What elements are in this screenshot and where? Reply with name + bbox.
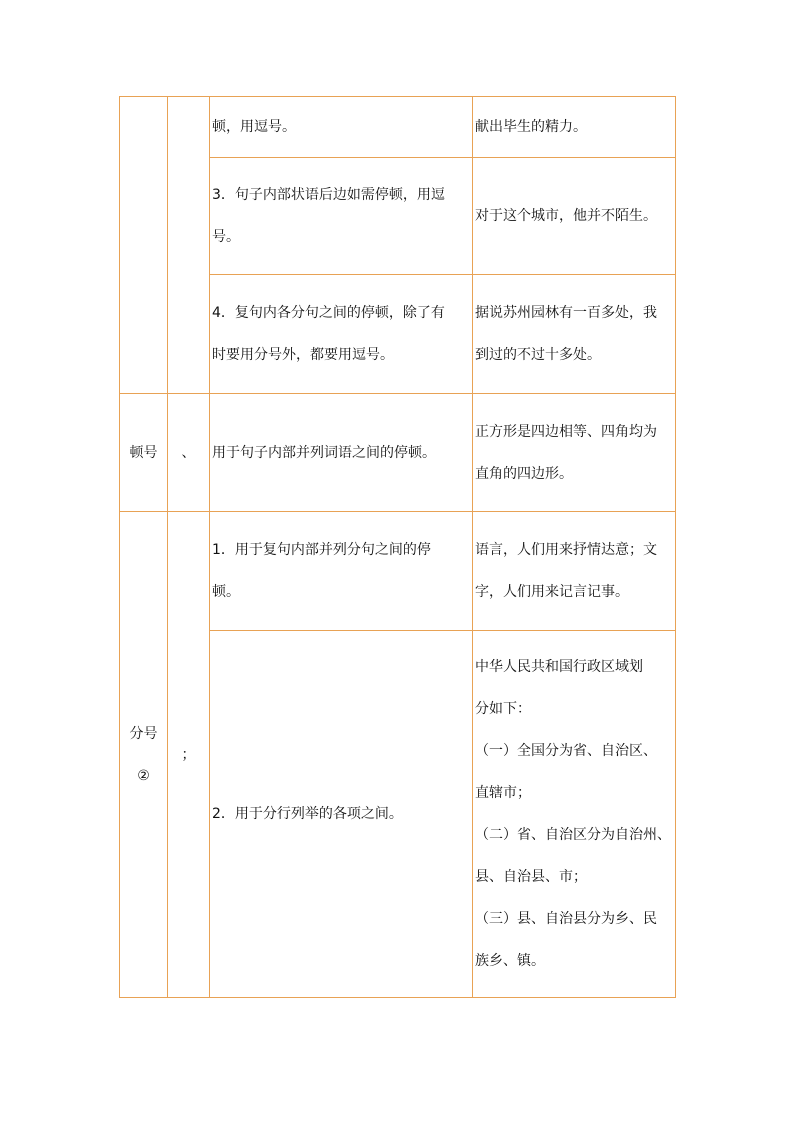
- table-row: [120, 394, 676, 512]
- example-text: 据说苏州园林有一百多处，我: [475, 305, 657, 321]
- example-text: 正方形是四边相等、四角均为: [475, 423, 657, 440]
- example-text: （二）省、自治区分为自治州、: [475, 827, 671, 843]
- example-text: （一）全国分为省、自治区、: [475, 743, 657, 759]
- punct-symbol-cell: [168, 512, 210, 998]
- example-cell: [473, 394, 676, 512]
- example-text: 到过的不过十多处。: [475, 347, 601, 363]
- example-text: 献出毕生的精力。: [475, 119, 587, 135]
- usage-text: 1．用于复句内部并列分句之间的停: [212, 542, 431, 558]
- example-cell: [473, 158, 676, 275]
- usage-cell: [210, 158, 473, 275]
- usage-text: 4．复句内各分句之间的停顿，除了有: [212, 305, 445, 321]
- example-cell: [473, 631, 676, 998]
- punctuation-table: [119, 96, 676, 998]
- punct-symbol: ；: [181, 746, 196, 763]
- punct-name-cell: [120, 97, 168, 394]
- punct-name: 分号: [129, 725, 158, 742]
- example-text: （三）县、自治县分为乡、民: [475, 911, 657, 927]
- punct-name-cell: [120, 394, 168, 512]
- example-text: 中华人民共和国行政区域划: [475, 659, 643, 675]
- punct-name-cell: [120, 512, 168, 998]
- table-row: [120, 512, 676, 631]
- usage-text: 顿，用逗号。: [212, 119, 296, 135]
- usage-text: 号。: [212, 229, 240, 245]
- example-cell: [473, 275, 676, 394]
- usage-cell: [210, 394, 473, 512]
- example-text: 语言，人们用来抒情达意；文: [475, 542, 657, 558]
- punct-symbol: 、: [181, 444, 196, 461]
- usage-text: 3．句子内部状语后边如需停顿，用逗: [212, 187, 445, 203]
- usage-text: 2．用于分行列举的各项之间。: [212, 806, 403, 822]
- usage-text: 用于句子内部并列词语之间的停顿。: [212, 444, 436, 461]
- punct-symbol-cell: [168, 394, 210, 512]
- table-row: [120, 97, 676, 158]
- usage-cell: [210, 275, 473, 394]
- example-text: 直辖市；: [475, 785, 531, 801]
- usage-cell: [210, 631, 473, 998]
- example-text: 族乡、镇。: [475, 953, 545, 969]
- punct-name: 顿号: [129, 444, 158, 461]
- punct-symbol-cell: [168, 97, 210, 394]
- example-text: 直角的四边形。: [475, 465, 573, 482]
- example-text: 字，人们用来记言记事。: [475, 584, 629, 600]
- usage-cell: [210, 512, 473, 631]
- usage-text: 顿。: [212, 584, 240, 600]
- example-cell: [473, 512, 676, 631]
- example-cell: [473, 97, 676, 158]
- example-text: 对于这个城市，他并不陌生。: [475, 208, 657, 224]
- usage-cell: [210, 97, 473, 158]
- example-text: 县、自治县、市；: [475, 869, 587, 885]
- punct-note-mark: ②: [137, 767, 150, 784]
- usage-text: 时要用分号外，都要用逗号。: [212, 347, 394, 363]
- example-text: 分如下：: [475, 701, 531, 717]
